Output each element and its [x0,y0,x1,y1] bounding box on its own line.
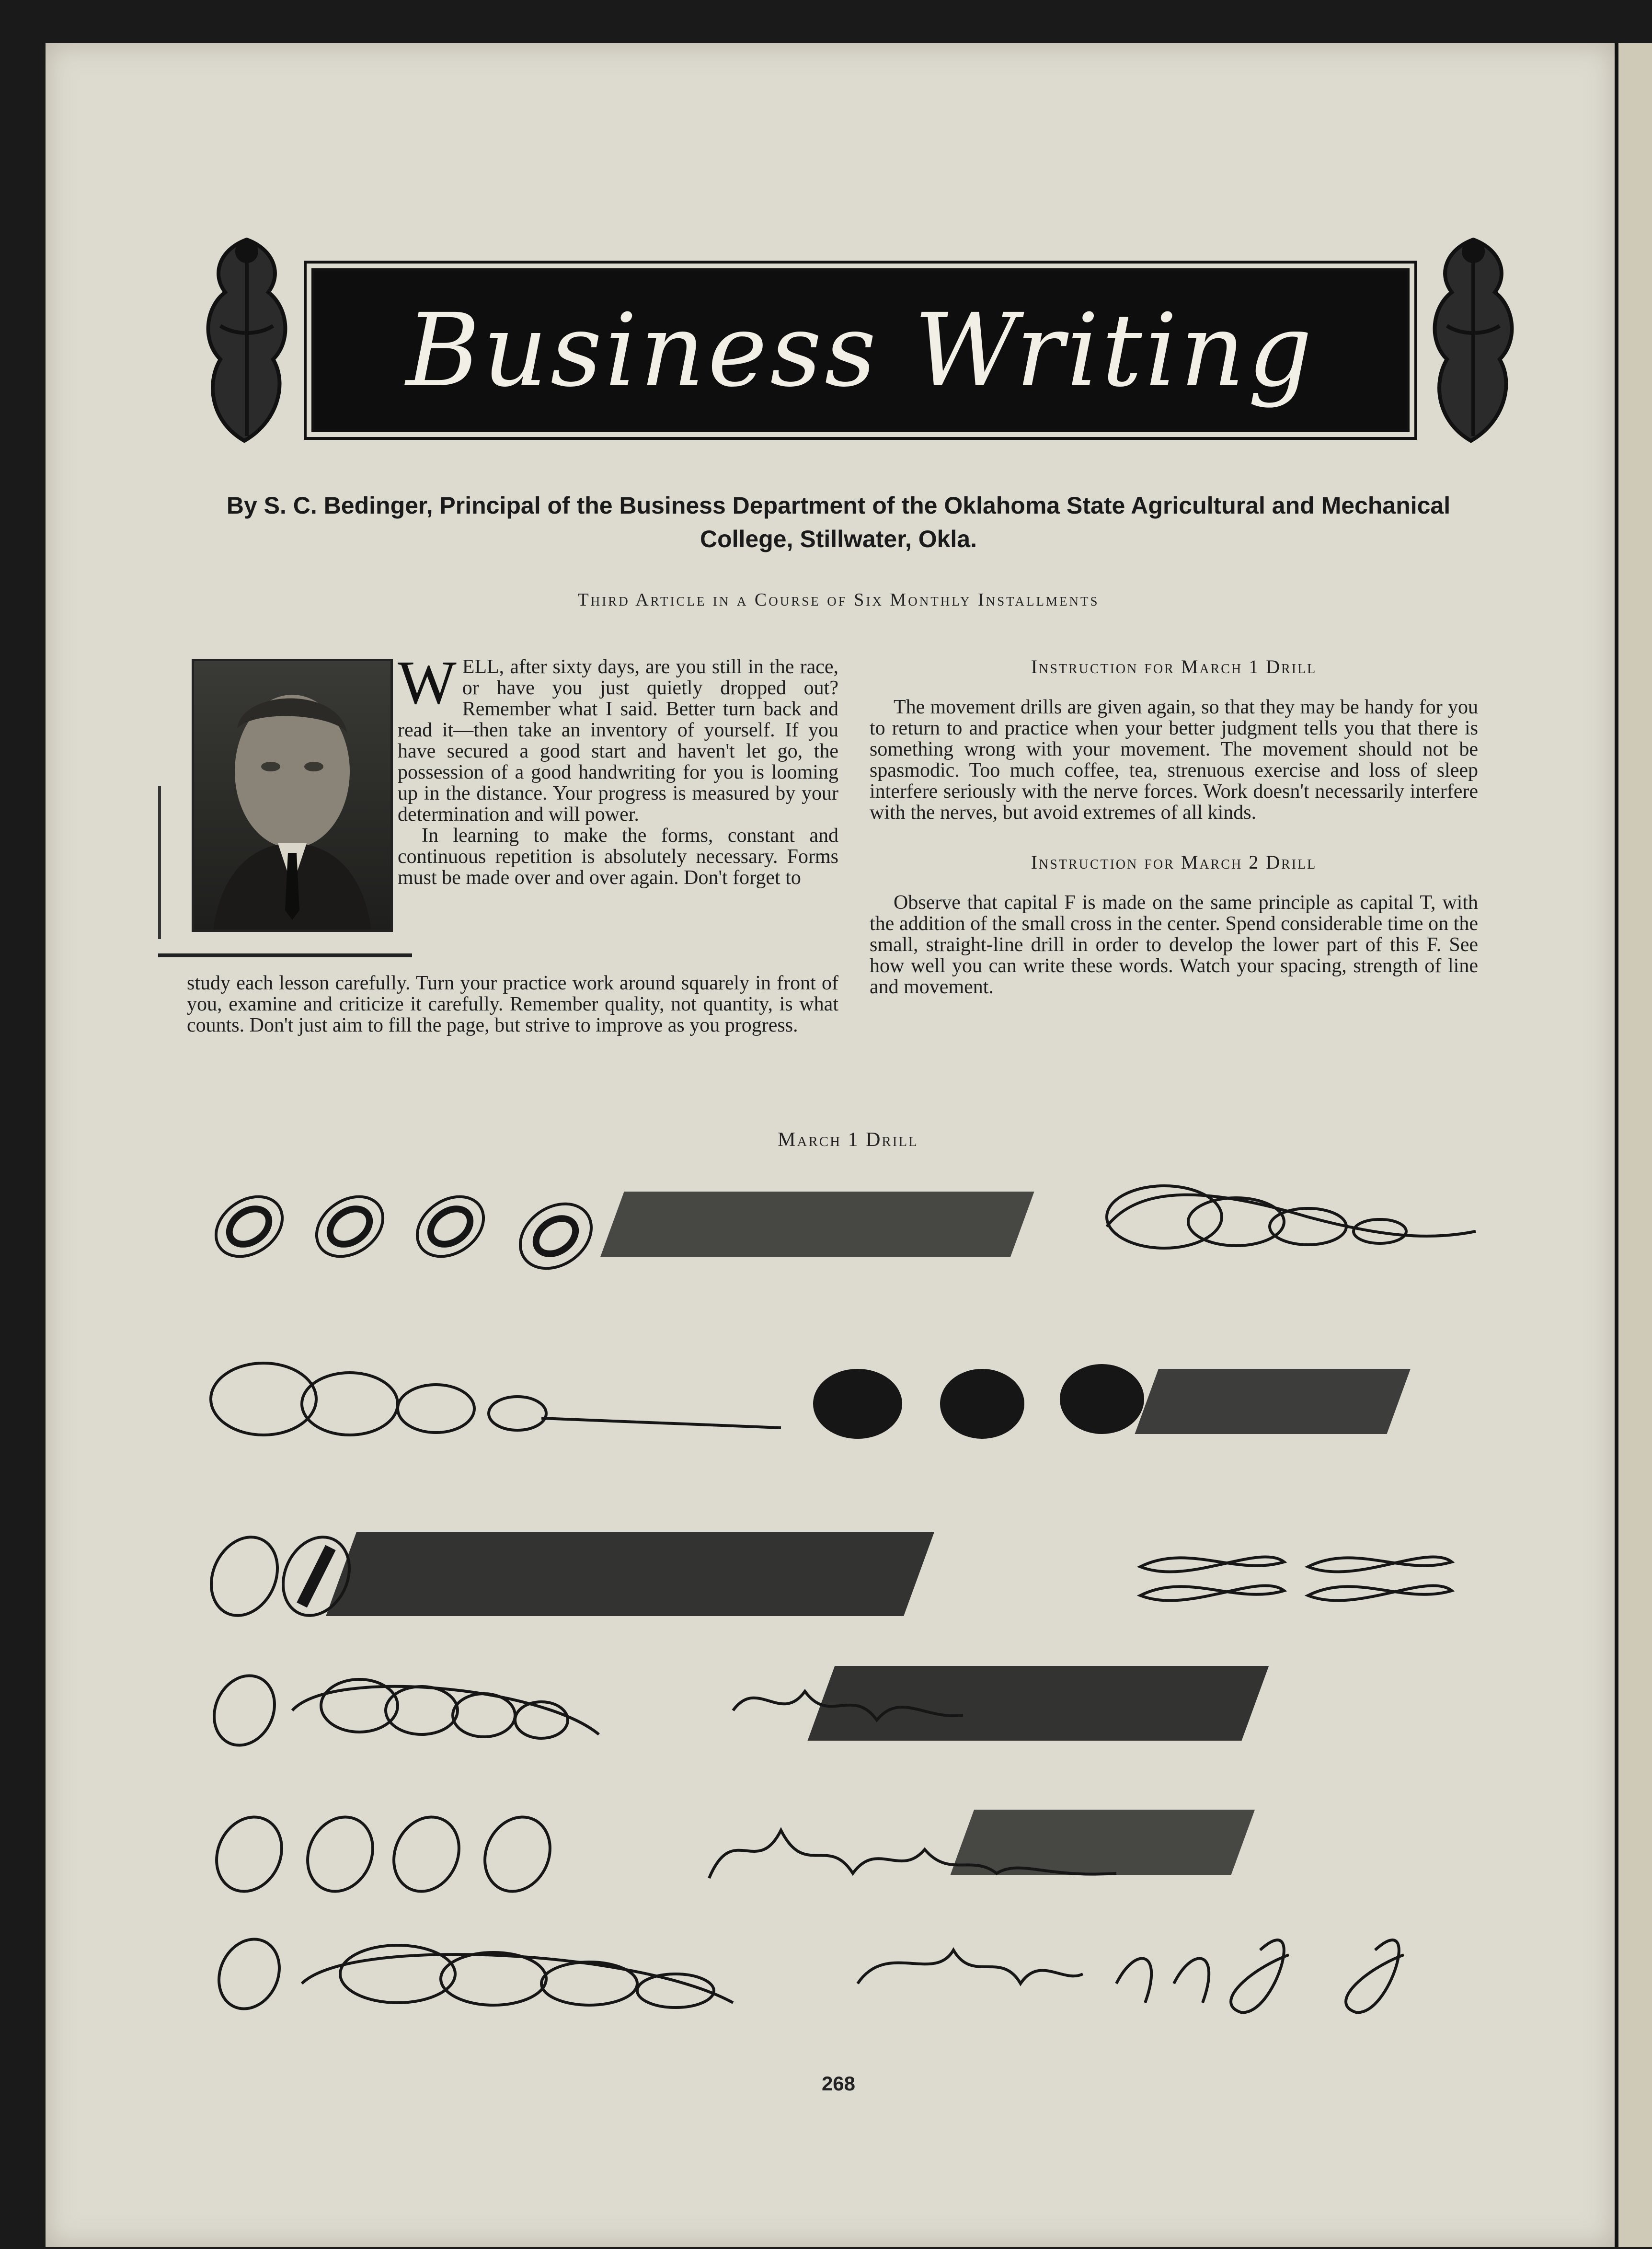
instruction-1-text: The movement drills are given again, so that they may be handy for you to return to and practice when your better judgment tells you that there is something wrong with your movement. The movement should not be spasmodic. Too much coffee, tea, strenuous exercise and loss of sleep interfere seriously with the nerve forces. Work doesn't necessarily interfere with the nerves, but avoid extremes of all kinds. [870,696,1478,824]
intro-text-bottom [187,973,838,1036]
drill-row-2 [211,1363,1409,1437]
penmanship-drills-illustration [206,1159,1500,2036]
instruction-1-heading: Instruction for March 1 Drill [1031,656,1317,677]
page-number: 268 [821,2072,856,2095]
drill-row-4 [206,1666,1267,1756]
drop-cap: W [398,648,457,717]
adjacent-page-edge [1615,43,1652,2247]
drill-row-6 [208,1929,1404,2019]
page-title: Business Writing [406,291,1315,409]
author-byline [182,489,1495,556]
art-nouveau-ornament-right-icon [1418,230,1528,455]
intro-paragraph-2-continued: study each lesson carefully. Turn your practice work around squarely in front of you, examine and criticize it carefully. Remember quality, not quantity, is what counts. Don't just aim to fill the page, but strive to improve as you progress. [187,972,838,1036]
drill-row-1 [206,1184,1476,1282]
instructions-column [870,656,1478,998]
photo-side-rule [158,786,161,939]
page-binding-edge [0,0,46,2249]
byline-line-2: College, Stillwater, Okla. [700,526,977,552]
intro-text-top [398,648,838,889]
drill-row-3 [206,1526,1452,1626]
byline-line-1: By S. C. Bedinger, Principal of the Business Department of the Oklahoma State Agricultural and Mechanical [226,492,1451,519]
article-subtitle: Third Article in a Course of Six Monthly Installments [577,590,1100,610]
instruction-2-text: Observe that capital F is made on the same principle as capital T, with the addition of the small cross in the center. Spend considerable time on the small, straight-line drill in order to develop the lower part of this F. See how well you can write these words. Watch your spacing, strength of line and movement. [870,892,1478,998]
art-nouveau-ornament-left-icon [192,230,302,455]
title-banner [311,268,1410,432]
intro-paragraph-2: In learning to make the forms, constant and continuous repetition is absolutely necessary. Forms must be made over and over again. Don't forget to [398,825,838,889]
drill-caption: March 1 Drill [778,1129,918,1151]
intro-paragraph-1: ELL, after sixty days, are you still in the race, or have you just quietly dropped out? Remember what I said. Better turn back and read it—then take an inventory of yourself. If you have secured a good start and haven't let go, the possession of a good handwriting for you is looming up in the distance. Your progress is measured by your determination and will power. [398,656,838,826]
author-portrait [192,659,393,932]
photo-bottom-rule [158,953,412,957]
drill-row-5 [206,1806,1253,1902]
instruction-2-heading: Instruction for March 2 Drill [1031,851,1317,873]
